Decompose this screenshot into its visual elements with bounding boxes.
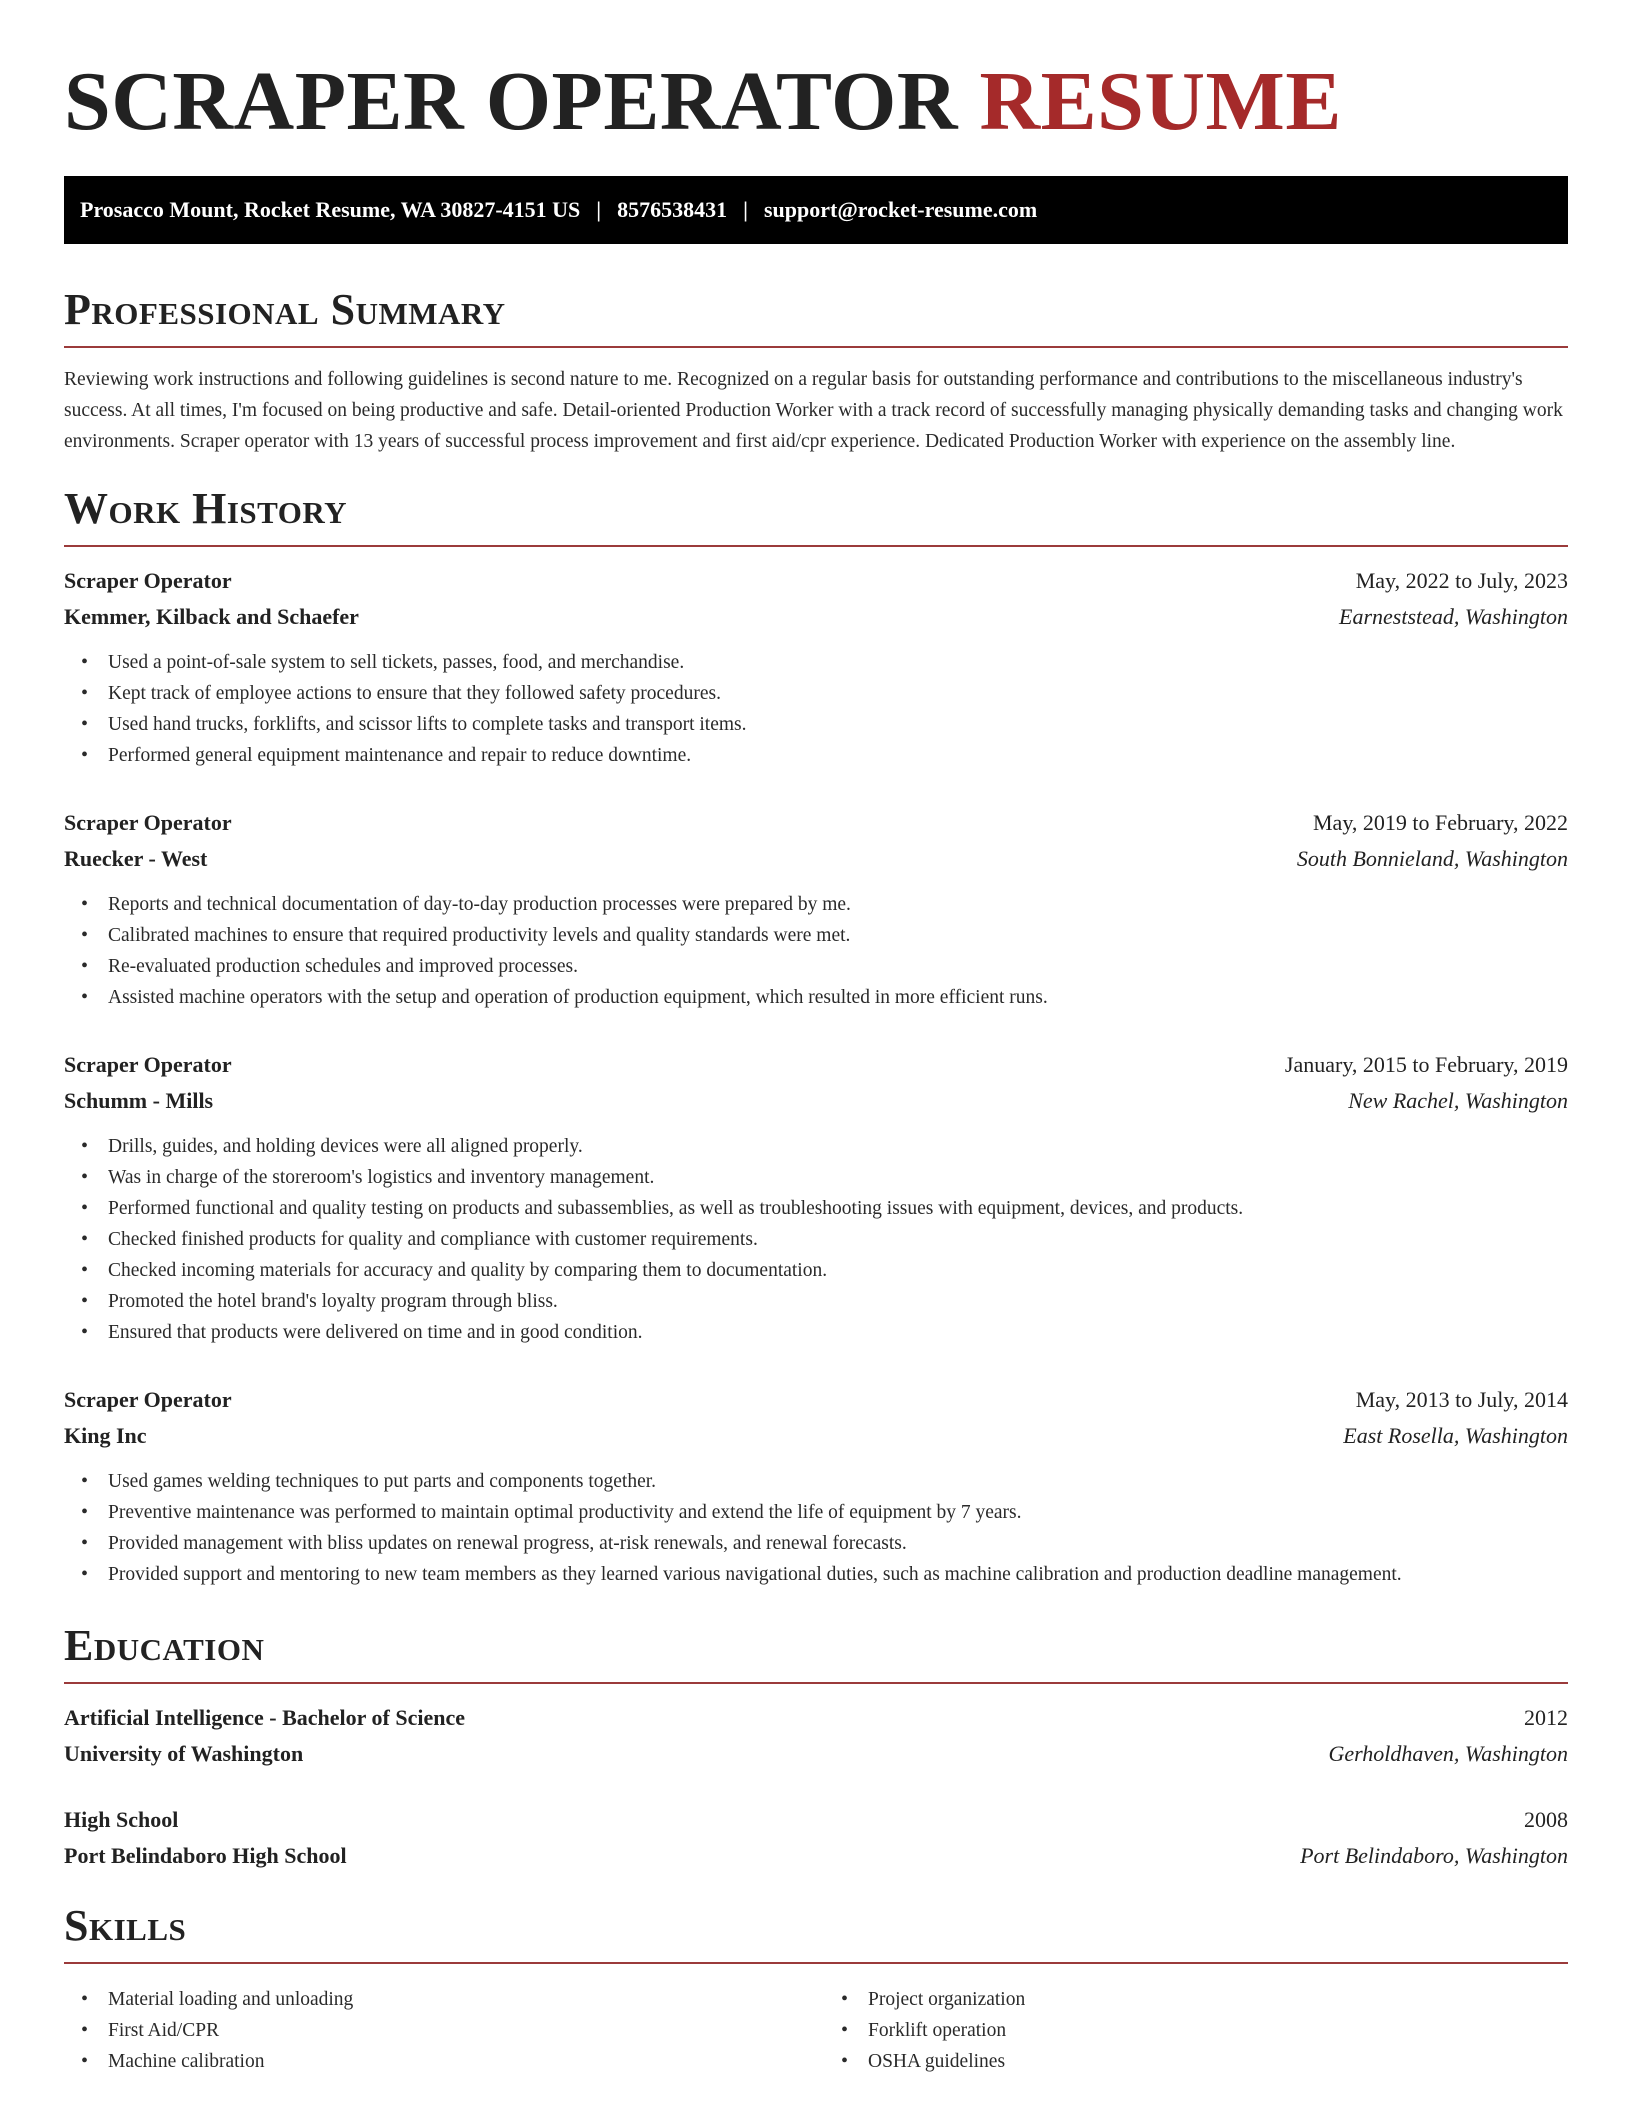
job-bullet-list: [64, 647, 1568, 771]
skill-item: • Project organization: [868, 1984, 1568, 2015]
education-entry: [64, 1802, 1568, 1874]
job-bullet: • Reports and technical documentation of day-to-day production processes were prepared by me.: [108, 889, 1568, 920]
contact-bar: [64, 176, 1568, 244]
job-title: Scraper Operator: [64, 810, 232, 835]
job-bullet: • Was in charge of the storeroom's logistics and inventory management.: [108, 1162, 1568, 1193]
work-history-section: [64, 484, 1568, 1590]
job-dates: May, 2022 to July, 2023: [1355, 568, 1568, 593]
skills-heading: Skills: [64, 1904, 1568, 1964]
title-main: SCRAPER OPERATOR: [64, 55, 958, 148]
job-entry: [64, 563, 1568, 771]
title-accent: RESUME: [979, 55, 1342, 148]
contact-phone: 8576538431: [617, 197, 728, 222]
contact-email: support@rocket-resume.com: [763, 197, 1038, 222]
job-header-row: [64, 805, 1568, 841]
education-degree: High School: [64, 1807, 179, 1832]
education-degree-row: [64, 1802, 1568, 1838]
job-entry: [64, 805, 1568, 1013]
job-entry: [64, 1047, 1568, 1348]
job-bullet: • Performed functional and quality testing on products and subassemblies, as well as troubleshooting issues with equipment, devices, and products.: [108, 1193, 1568, 1224]
job-bullet: • Re-evaluated production schedules and improved processes.: [108, 951, 1568, 982]
resume-page: [64, 0, 1568, 2077]
skill-item: • OSHA guidelines: [868, 2046, 1568, 2077]
summary-section: [64, 285, 1568, 457]
job-company: King Inc: [64, 1423, 147, 1448]
job-company-row: [64, 599, 1568, 635]
skill-item: • Machine calibration: [108, 2046, 808, 2077]
skill-item: • Material loading and unloading: [108, 1984, 808, 2015]
contact-address: Prosacco Mount, Rocket Resume, WA 30827-4151 US: [80, 197, 581, 222]
job-title: Scraper Operator: [64, 1387, 232, 1412]
job-title: Scraper Operator: [64, 568, 232, 593]
job-bullet: • Checked incoming materials for accuracy and quality by comparing them to documentation.: [108, 1255, 1568, 1286]
contact-separator: |: [596, 197, 602, 222]
job-entry: [64, 1382, 1568, 1590]
education-heading: Education: [64, 1624, 1568, 1684]
skills-columns: [64, 1980, 1568, 2077]
job-dates: January, 2015 to February, 2019: [1284, 1052, 1568, 1077]
job-bullet-list: [64, 1131, 1568, 1348]
job-bullet: • Calibrated machines to ensure that required productivity levels and quality standards were met.: [108, 920, 1568, 951]
job-company-row: [64, 1418, 1568, 1454]
job-bullet: • Performed general equipment maintenance and repair to reduce downtime.: [108, 740, 1568, 771]
job-bullet: • Used games welding techniques to put parts and components together.: [108, 1466, 1568, 1497]
job-company-row: [64, 1083, 1568, 1119]
job-dates: May, 2019 to February, 2022: [1313, 810, 1568, 835]
education-degree-row: [64, 1700, 1568, 1736]
skill-item: • First Aid/CPR: [108, 2015, 808, 2046]
job-title: Scraper Operator: [64, 1052, 232, 1077]
job-bullet: • Used hand trucks, forklifts, and scissor lifts to complete tasks and transport items.: [108, 709, 1568, 740]
education-location: Gerholdhaven, Washington: [1328, 1741, 1568, 1766]
education-location: Port Belindaboro, Washington: [1300, 1843, 1568, 1868]
job-location: East Rosella, Washington: [1343, 1423, 1568, 1448]
job-bullet-list: [64, 1466, 1568, 1590]
skills-list-left: [64, 1984, 808, 2077]
skills-list-right: [824, 1984, 1568, 2077]
skill-item: • Forklift operation: [868, 2015, 1568, 2046]
education-year: 2008: [1524, 1807, 1568, 1832]
job-company: Ruecker - West: [64, 846, 208, 871]
job-company: Kemmer, Kilback and Schaefer: [64, 604, 359, 629]
job-location: Earneststead, Washington: [1339, 604, 1568, 629]
work-history-heading: Work History: [64, 487, 1568, 547]
education-year: 2012: [1524, 1705, 1568, 1730]
job-location: New Rachel, Washington: [1348, 1088, 1568, 1113]
job-dates: May, 2013 to July, 2014: [1355, 1387, 1568, 1412]
education-degree: Artificial Intelligence - Bachelor of Science: [64, 1705, 465, 1730]
job-header-row: [64, 563, 1568, 599]
job-bullet: • Kept track of employee actions to ensure that they followed safety procedures.: [108, 678, 1568, 709]
summary-heading: Professional Summary: [64, 288, 1568, 348]
summary-text: Reviewing work instructions and following guidelines is second nature to me. Recognized on a regular basis for outstanding performance and contributions to the miscellaneous industry's success. At all times, I'm focused on being productive and safe. Detail-oriented Production Worker with a track record of successfully managing physically demanding tasks and changing work environments. Scraper operator with 13 years of successful process improvement and first aid/cpr experience. Dedicated Production Worker with experience on the assembly line.: [64, 369, 1563, 452]
job-bullet: • Checked finished products for quality and compliance with customer requirements.: [108, 1224, 1568, 1255]
education-school-row: [64, 1838, 1568, 1874]
job-company: Schumm - Mills: [64, 1088, 214, 1113]
job-bullet: • Preventive maintenance was performed to maintain optimal productivity and extend the life of equipment by 7 years.: [108, 1497, 1568, 1528]
job-header-row: [64, 1382, 1568, 1418]
education-section: [64, 1621, 1568, 1874]
job-bullet: • Ensured that products were delivered on time and in good condition.: [108, 1317, 1568, 1348]
education-school: Port Belindaboro High School: [64, 1843, 347, 1868]
job-header-row: [64, 1047, 1568, 1083]
job-bullet: • Provided support and mentoring to new team members as they learned various navigational duties, such as machine calibration and production deadline management.: [108, 1559, 1568, 1590]
education-entry: [64, 1700, 1568, 1772]
job-bullet: • Used a point-of-sale system to sell tickets, passes, food, and merchandise.: [108, 647, 1568, 678]
job-bullet: • Drills, guides, and holding devices were all aligned properly.: [108, 1131, 1568, 1162]
job-bullet-list: [64, 889, 1568, 1013]
job-bullet: • Assisted machine operators with the setup and operation of production equipment, which resulted in more efficient runs.: [108, 982, 1568, 1013]
job-company-row: [64, 841, 1568, 877]
contact-separator: |: [743, 197, 748, 222]
job-bullet: • Promoted the hotel brand's loyalty program through bliss.: [108, 1286, 1568, 1317]
skills-section: [64, 1901, 1568, 2077]
job-location: South Bonnieland, Washington: [1296, 846, 1568, 871]
education-school-row: [64, 1736, 1568, 1772]
job-bullet: • Provided management with bliss updates on renewal progress, at-risk renewals, and renewal forecasts.: [108, 1528, 1568, 1559]
resume-title: [64, 52, 1568, 152]
education-school: University of Washington: [64, 1741, 304, 1766]
